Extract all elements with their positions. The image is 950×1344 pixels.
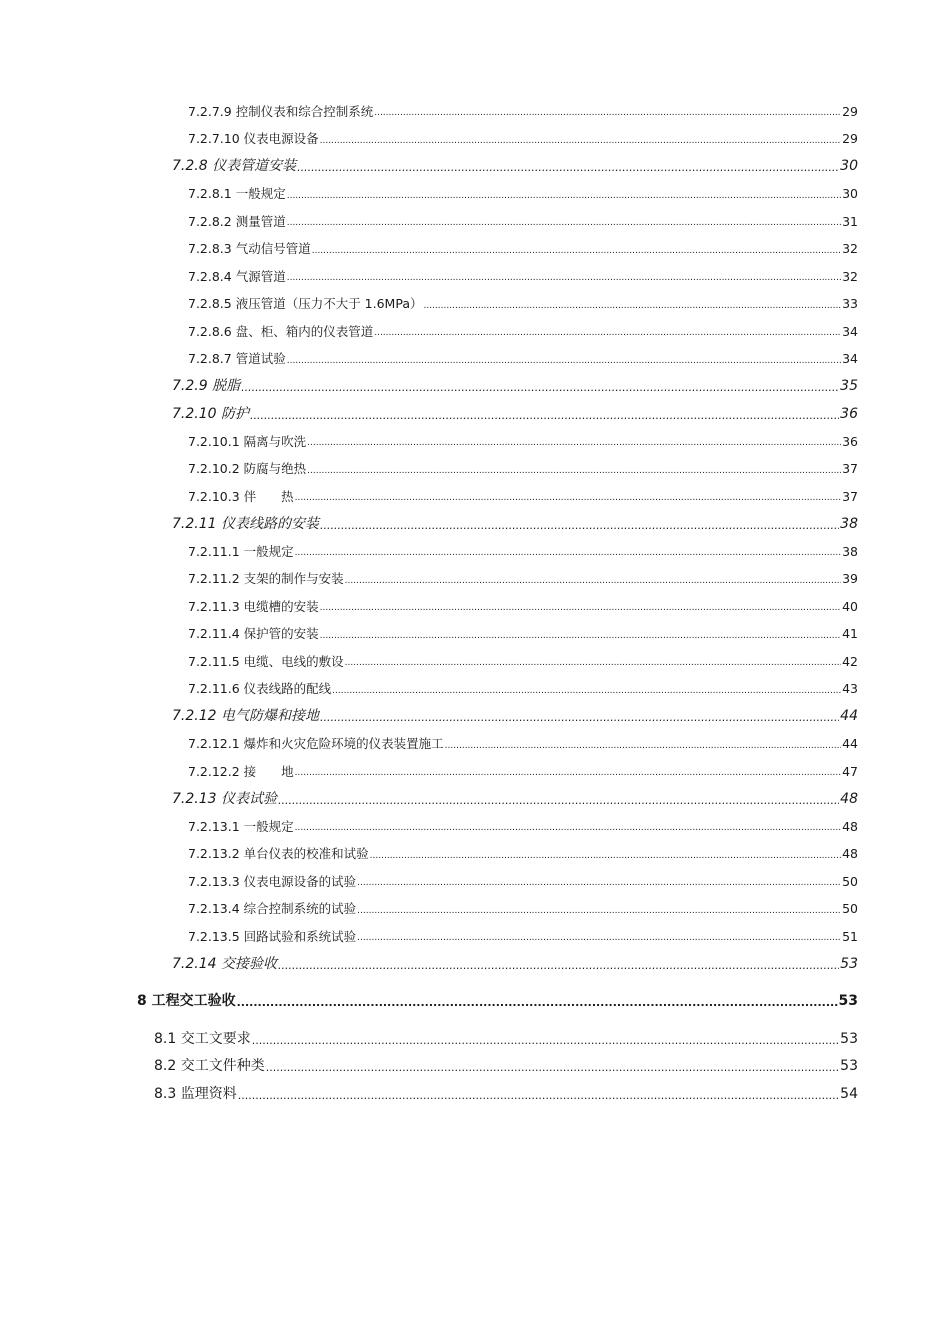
toc-dot-leader	[287, 192, 841, 201]
toc-page-number: 48	[842, 846, 858, 861]
toc-entry[interactable]	[172, 379, 858, 393]
toc-dot-leader	[295, 824, 841, 833]
toc-dot-leader	[320, 632, 841, 641]
toc-entry-title: 8.1 交工文要求	[154, 1030, 251, 1047]
toc-page-number: 29	[842, 103, 858, 119]
toc-page-number: 44	[842, 736, 858, 751]
toc-entry-title: 7.2.13.1 一般规定	[188, 818, 294, 834]
toc-entry-title: 7.2.13.5 回路试验和系统试验	[188, 928, 357, 944]
toc-entry-title: 7.2.14 交接验收	[172, 955, 277, 972]
toc-dot-leader	[238, 1090, 839, 1101]
toc-page-number: 34	[842, 323, 858, 339]
toc-entry[interactable]	[188, 213, 858, 229]
toc-entry-title: 7.2.8.1 一般规定	[188, 186, 286, 201]
toc-dot-leader	[357, 907, 841, 916]
toc-entry-title: 7.2.10.2 防腐与绝热	[188, 461, 307, 476]
toc-page-number: 51	[842, 928, 858, 944]
toc-entry[interactable]	[188, 818, 858, 834]
toc-dot-leader	[278, 795, 839, 806]
toc-entry[interactable]	[188, 763, 858, 779]
toc-page-number: 31	[842, 213, 858, 229]
toc-dot-leader	[307, 439, 841, 448]
toc-page-number: 42	[842, 653, 858, 669]
toc-dot-leader	[312, 247, 841, 256]
toc-dot-leader	[332, 687, 841, 696]
toc-entry[interactable]	[188, 598, 858, 614]
toc-entry[interactable]	[172, 407, 858, 421]
toc-entry-title: 7.2.10.3 伴 热	[188, 488, 294, 504]
toc-entry[interactable]	[188, 928, 858, 944]
toc-page-number: 30	[840, 158, 858, 174]
toc-entry-title: 7.2.12 电气防爆和接地	[172, 708, 319, 724]
toc-entry-title: 7.2.8 仪表管道安装	[172, 158, 297, 174]
toc-entry-title: 7.2.13.2 单台仪表的校准和试验	[188, 846, 369, 861]
toc-dot-leader	[297, 162, 839, 173]
toc-dot-leader	[295, 549, 841, 558]
toc-page-number: 36	[842, 433, 858, 449]
toc-entry-title: 7.2.8.3 气动信号管道	[188, 241, 311, 256]
toc-dot-leader	[374, 109, 841, 118]
toc-page-number: 36	[840, 405, 858, 422]
toc-dot-leader	[266, 1062, 839, 1073]
toc-entry-title: 7.2.8.6 盘、柜、箱内的仪表管道	[188, 323, 374, 339]
toc-dot-leader	[287, 357, 841, 366]
toc-entry-title: 7.2.13 仪表试验	[172, 790, 277, 807]
toc-page-number: 50	[842, 873, 858, 889]
toc-entry[interactable]	[172, 709, 858, 723]
toc-dot-leader	[307, 467, 841, 476]
toc-entry-title: 7.2.11.3 电缆槽的安装	[188, 598, 319, 614]
toc-entry-title: 8.3 监理资料	[154, 1085, 237, 1102]
toc-entry-title: 7.2.12.2 接 地	[188, 763, 294, 779]
toc-entry-title: 7.2.7.9 控制仪表和综合控制系统	[188, 103, 374, 119]
toc-entry-title: 7.2.8.4 气源管道	[188, 268, 286, 284]
toc-entry[interactable]	[188, 543, 858, 559]
toc-dot-leader	[357, 879, 841, 888]
toc-entry[interactable]	[188, 243, 858, 256]
toc-page-number: 53	[840, 1058, 858, 1074]
toc-entry-title: 7.2.11.6 仪表线路的配线	[188, 681, 332, 696]
toc-entry-title: 7.2.10 防护	[172, 405, 249, 422]
toc-entry-title: 7.2.8.5 液压管道（压力不大于 1.6MPa）	[188, 296, 423, 311]
toc-dot-leader	[374, 329, 841, 338]
toc-page-number: 39	[842, 571, 858, 586]
toc-entry[interactable]	[188, 683, 858, 696]
toc-dot-leader	[320, 137, 841, 146]
toc-entry[interactable]	[154, 1032, 858, 1046]
toc-entry[interactable]	[188, 353, 858, 366]
toc-page-number: 33	[842, 296, 858, 311]
toc-entry[interactable]	[137, 994, 858, 1008]
toc-dot-leader	[320, 712, 839, 723]
toc-entry[interactable]	[188, 903, 858, 916]
toc-entry-title: 7.2.11 仪表线路的安装	[172, 515, 319, 532]
toc-entry-title: 8.2 交工文件种类	[154, 1058, 265, 1074]
toc-dot-leader	[445, 742, 841, 751]
toc-entry-title: 7.2.13.4 综合控制系统的试验	[188, 901, 357, 916]
toc-dot-leader	[370, 852, 841, 861]
toc-entry[interactable]	[188, 873, 858, 889]
toc-page-number: 48	[840, 790, 858, 807]
toc-entry-title: 8 工程交工验收	[137, 993, 236, 1009]
toc-entry[interactable]	[188, 738, 858, 751]
toc-entry[interactable]	[172, 159, 858, 173]
toc-entry[interactable]	[154, 1059, 858, 1073]
toc-page-number: 29	[842, 131, 858, 146]
toc-entry-title: 7.2.8.7 管道试验	[188, 351, 286, 366]
toc-dot-leader	[287, 219, 841, 228]
toc-page-number: 41	[842, 626, 858, 641]
toc-dot-leader	[295, 494, 841, 503]
toc-entry-title: 7.2.11.1 一般规定	[188, 543, 294, 559]
toc-entry[interactable]	[188, 298, 858, 311]
toc-page-number: 53	[838, 993, 858, 1009]
toc-dot-leader	[252, 1035, 839, 1046]
toc-entry[interactable]	[188, 188, 858, 201]
toc-page-number: 54	[840, 1085, 858, 1102]
toc-page-number: 37	[842, 488, 858, 504]
toc-dot-leader	[237, 997, 838, 1008]
toc-entry-title: 7.2.9 脱脂	[172, 378, 241, 394]
toc-entry[interactable]	[188, 573, 858, 586]
toc-page-number: 30	[842, 186, 858, 201]
toc-dot-leader	[320, 520, 839, 531]
toc-page-number: 50	[842, 901, 858, 916]
toc-dot-leader	[345, 577, 841, 586]
toc-page-number: 44	[840, 708, 858, 724]
toc-entry-title: 7.2.11.4 保护管的安装	[188, 626, 319, 641]
toc-entry[interactable]	[172, 792, 858, 806]
toc-page-number: 53	[840, 955, 858, 972]
toc-entry-title: 7.2.13.3 仪表电源设备的试验	[188, 873, 357, 889]
toc-entry-title: 7.2.11.5 电缆、电线的敷设	[188, 653, 344, 669]
toc-page-number: 38	[842, 543, 858, 559]
toc-page-number: 35	[840, 378, 858, 394]
toc-entry-title: 7.2.11.2 支架的制作与安装	[188, 571, 344, 586]
toc-dot-leader	[320, 604, 841, 613]
toc-page-number: 53	[840, 1030, 858, 1047]
toc-page-number: 37	[842, 461, 858, 476]
toc-entry[interactable]	[188, 848, 858, 861]
toc-dot-leader	[278, 960, 839, 971]
toc-entry[interactable]	[154, 1087, 858, 1101]
toc-dot-leader	[287, 274, 841, 283]
toc-entry-title: 7.2.8.2 测量管道	[188, 213, 286, 229]
toc-dot-leader	[345, 659, 841, 668]
toc-entry-title: 7.2.12.1 爆炸和火灾危险环境的仪表装置施工	[188, 736, 444, 751]
toc-entry[interactable]	[188, 133, 858, 146]
toc-dot-leader	[423, 302, 841, 311]
toc-page-number: 34	[842, 351, 858, 366]
toc-page-number: 32	[842, 241, 858, 256]
toc-page-number: 48	[842, 818, 858, 834]
toc-entry[interactable]	[188, 628, 858, 641]
toc-page-number: 43	[842, 681, 858, 696]
toc-entry[interactable]	[188, 463, 858, 476]
toc-entry[interactable]	[188, 488, 858, 504]
toc-entry-title: 7.2.10.1 隔离与吹洗	[188, 433, 307, 449]
toc-page-number: 40	[842, 598, 858, 614]
toc-entry[interactable]	[188, 433, 858, 449]
toc-page-number: 38	[840, 515, 858, 532]
toc-entry[interactable]	[188, 103, 858, 119]
toc-dot-leader	[241, 382, 839, 393]
toc-dot-leader	[250, 410, 839, 421]
toc-entry[interactable]	[188, 653, 858, 669]
toc-entry[interactable]	[172, 517, 858, 531]
toc-page-number: 32	[842, 268, 858, 284]
toc-entry[interactable]	[172, 957, 858, 971]
toc-dot-leader	[295, 769, 841, 778]
toc-entry[interactable]	[188, 323, 858, 339]
toc-entry[interactable]	[188, 268, 858, 284]
toc-entry-title: 7.2.7.10 仪表电源设备	[188, 131, 319, 146]
toc-page-number: 47	[842, 763, 858, 779]
toc-dot-leader	[357, 934, 841, 943]
